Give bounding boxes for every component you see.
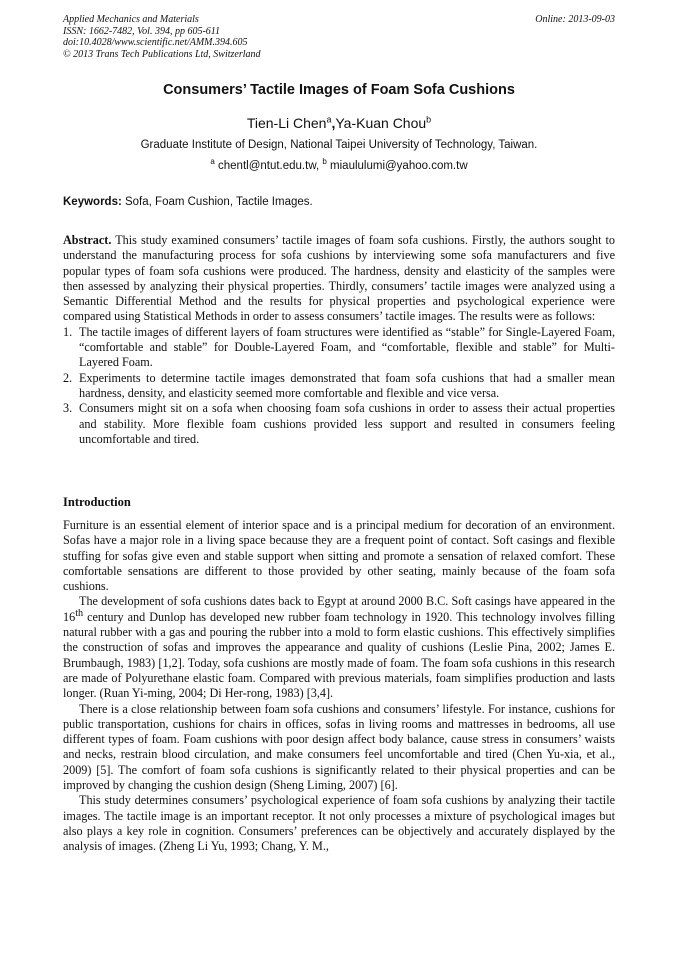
intro-p2-rest: century and Dunlop has developed new rubber foam technology in 1920. This technology involves filling natural rubber with a gas and pouring the rubber into a mold to form elastic cushions. This effectively simplifies the construction of sofas and improves the appearance and quality of cushions (Leslie Pina, 2002; James E. Brumbaugh, 1983) [1,2]. Today, sofa cushions are mostly made of foam. The foam sofa cushions in this research are made of Polyurethane elastic foam. Compared with previous materials, foam simplifies production and lasts longer. (Ruan Yi-ming, 2004; Di Her-rong, 1983) [3,4]. xyxy=(63,609,615,701)
list-item xyxy=(63,371,615,402)
affiliation: Graduate Institute of Design, National Taipei University of Technology, Taiwan. xyxy=(140,139,538,151)
author-2: Ya-Kuan Chou xyxy=(335,115,427,131)
abstract-label: Abstract. xyxy=(63,233,112,247)
intro-paragraph-3: There is a close relationship between foam sofa cushions and consumers’ lifestyle. For instance, cushions for public transportation, cushions for chairs in offices, sofas in living rooms and mattresses in bedrooms, all use different types of foam. Foam cushions with poor design affect body balance, cause stress in consumers’ waists and necks, restrain blood circulation, and make consumers feel uncomfortable and tired (Chen Yu-xia, et al., 2009) [5]. The comfort of foam sofa cushions is significantly related to their physical properties and can be improved by changing the cushion design (Sheng Liming, 2007) [6]. xyxy=(63,701,615,793)
list-item xyxy=(63,325,615,371)
section-heading-introduction: Introduction xyxy=(63,495,131,509)
keywords xyxy=(63,196,615,208)
list-item-text: Experiments to determine tactile images demonstrated that foam sofa cushions that had a smaller mean hardness, density, and elasticity seemed more comfortable and flexible and vice versa. xyxy=(79,370,615,400)
list-item-number: 1. xyxy=(63,324,73,339)
list-item-text: Consumers might sit on a sofa when choosing foam sofa cushions in order to assess their actual properties and stability. More flexible foam cushions provided less support and resulted in consumers feeling uncomfortable and tired. xyxy=(79,401,615,446)
email-b: miaululumi@yahoo.com.tw xyxy=(326,160,468,172)
copyright-line: © 2013 Trans Tech Publications Ltd, Switzerland xyxy=(63,48,261,60)
introduction-body xyxy=(63,518,615,855)
author-separator: , xyxy=(331,115,336,131)
list-item-number: 2. xyxy=(63,370,73,385)
doi-line: doi:10.4028/www.scientific.net/AMM.394.605 xyxy=(63,37,248,48)
email-b-mark: b xyxy=(322,157,327,167)
intro-p2-superscript: th xyxy=(75,607,84,619)
intro-paragraph-1: Furniture is an essential element of interior space and is a principal medium for decoration of an environment. Sofas have a major role in a living space because they are a frequent point of contact. Soft casings and flexible stuffing for sofas give even and stable support when sitting and promote a sensation of relaxed comfort. These comfortable sensations are different to those provided by other seating, mainly because of the foam sofa cushions. xyxy=(63,518,615,594)
keywords-text: Sofa, Foam Cushion, Tactile Images. xyxy=(121,196,313,208)
list-item xyxy=(63,401,615,447)
online-date: Online: 2013-09-03 xyxy=(535,14,615,25)
abstract-paragraph xyxy=(63,233,615,325)
author-1: Tien-Li Chen xyxy=(246,115,327,131)
list-item-text: The tactile images of different layers of foam structures were identified as “stable” for Single-Layered Foam, “comfortable and stable” for Double-Layered Foam, and “comfortable, flexible and stable” for Multi-Layered Foam. xyxy=(79,324,615,370)
email-a-mark: a xyxy=(210,157,215,167)
abstract-results-list xyxy=(63,325,615,447)
email-a: chentl@ntut.edu.tw, xyxy=(214,160,323,172)
intro-paragraph-4: This study determines consumers’ psychological experience of foam sofa cushions by analyzing their tactile images. The tactile image is an important receptor. It not only processes a mixture of psychological images but also plays a key role in cognition. Consumers’ preferences can be objectively and accurately displayed by the analysis of images. (Zheng Li Yu, 1993; Chang, Y. M., xyxy=(63,793,615,854)
issn-line: ISSN: 1662-7482, Vol. 394, pp 605-611 xyxy=(63,25,221,37)
author-2-mark: b xyxy=(426,114,432,125)
intro-paragraph-2 xyxy=(63,594,615,701)
paper-title: Consumers’ Tactile Images of Foam Sofa Cushions xyxy=(163,82,515,98)
list-item-number: 3. xyxy=(63,401,73,416)
author-1-mark: a xyxy=(326,114,332,125)
intro-p2-start: The development of sofa cushions dates back to Egypt at around 2000 B.C. Soft casings have appeared in the 16 xyxy=(63,594,615,624)
abstract-text: This study examined consumers’ tactile images of foam sofa cushions. Firstly, the authors sought to understand the manufacturing process for sofa cushions by interviewing some sofa manufacturers and five popular types of foam sofa cushions were produced. The hardness, density and elasticity of the samples were then assessed by analyzing their physical properties. Thirdly, consumers’ tactile images were analyzed using a Semantic Differential Method and the results for physical properties and psychological experience were compared using Statistical Methods in order to assess consumers’ tactile images. The results were as follows: xyxy=(63,233,615,324)
keywords-label: Keywords: xyxy=(63,196,122,208)
email-line xyxy=(0,157,678,172)
abstract xyxy=(63,233,615,447)
author-line xyxy=(0,115,678,131)
journal-name: Applied Mechanics and Materials xyxy=(63,14,199,25)
journal-header xyxy=(63,14,261,60)
